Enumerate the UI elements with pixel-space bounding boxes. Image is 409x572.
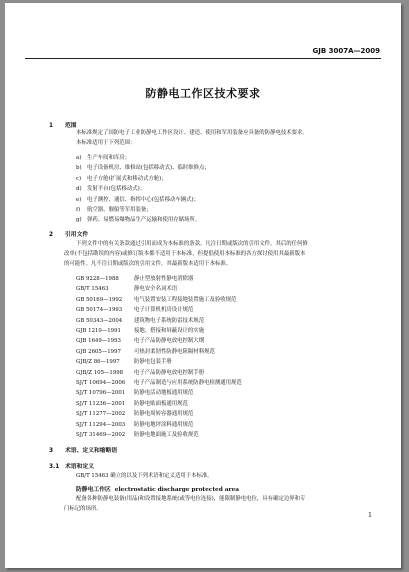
header-rule: [25, 58, 381, 59]
document-page: [5, 3, 401, 568]
reference-code: GB 50169—1992: [76, 296, 123, 303]
scope-list-item: [76, 184, 145, 192]
reference-title: 防静电贴面板通用规范: [134, 400, 188, 407]
reference-title: 电气装置安装工程接地装置施工及验收规范: [134, 296, 237, 303]
list-item-text: 电子测控、通信、指挥中心(包括移动车辆式)；: [87, 196, 200, 203]
term-definition-line-1: 配备各种防静电装备(用品)和设置接地系统(或等电位连接)，能限制静电电位，具有确定边界和专: [76, 496, 306, 502]
reference-code: SJ/T 11236—2001: [76, 400, 126, 407]
standard-number: GJB 3007A—2009: [312, 47, 380, 55]
reference-code: SJ/T 10796—2001: [76, 390, 126, 397]
reference-item: [76, 430, 199, 438]
section-title: 引用文件: [65, 232, 89, 238]
scope-list-item: [76, 174, 167, 182]
section-2-paragraph-line-3: 的可能性。凡不注日期或版次的引用文件，其最新版本适用于本标准。: [64, 261, 232, 267]
list-item-text: 弹药、易燃易爆物品生产运输和使用存储场所。: [87, 217, 201, 224]
reference-title: 防静电地面施工及验收规范: [134, 432, 199, 438]
reference-code: GJB 2605—1997: [76, 348, 121, 355]
reference-item: [76, 326, 204, 334]
list-item-label: c): [76, 175, 82, 182]
term-entry: [76, 484, 239, 493]
reference-code: SJ/T 11294—2003: [76, 421, 126, 428]
reference-title: 电子计算机机房设计规范: [134, 307, 194, 314]
reference-code: SJ/T 11277—2002: [76, 411, 126, 418]
list-item-text: 航空器、舰船等军用装备；: [87, 207, 152, 213]
list-item-text: 发射平台(包括移动式)；: [87, 186, 146, 193]
list-item-text: 电子设备机房、维修站(包括移动式)、临时维修点；: [87, 165, 210, 172]
reference-code: GJB/Z 86—1997: [76, 359, 120, 366]
scope-list-item: [76, 215, 200, 223]
list-item-text: 电子方舱(扩展式和移动式方舱)；: [87, 175, 167, 182]
list-item-label: a): [76, 155, 82, 161]
scope-list-item: [76, 205, 152, 213]
reference-item: [76, 336, 204, 344]
reference-title: 电子产品防静电放电控制大纲: [134, 338, 205, 345]
section-1-heading: [49, 120, 77, 129]
reference-item: [76, 388, 193, 396]
subsection-paragraph: GB/T 15463 确立的以及下列术语和定义适用于本标准。: [76, 473, 213, 479]
reference-title: 电子产品制造与应用系统防静电检测通用规范: [134, 380, 242, 386]
reference-code: GB/T 15463: [76, 286, 109, 293]
list-item-label: d): [76, 186, 82, 193]
subsection-3-1-heading: [49, 461, 94, 470]
reference-item: [76, 274, 193, 282]
reference-code: GB 9228—1988: [76, 276, 119, 282]
section-number: 3: [49, 448, 54, 454]
reference-item: [76, 305, 193, 313]
section-1-paragraph-2: 本标准适用于下列范围：: [76, 140, 136, 146]
reference-title: 接地、搭接和屏蔽设计的实施: [134, 328, 205, 334]
term-definition-line-2: 门标记的场所。: [64, 506, 102, 512]
reference-item: [76, 357, 172, 365]
term-english: electrostatic discharge protected area: [114, 487, 240, 493]
section-title: 术语、定义和缩略语: [65, 448, 118, 454]
section-1-paragraph: 本标准规定了国防电子工业防静电工作区设计、建造、使用和军用装备应具备的防静电技术要求。: [76, 130, 308, 136]
reference-item: [76, 368, 204, 376]
reference-title: 建筑物电子系统防雷技术规范: [134, 317, 205, 324]
reference-code: GJB 1210—1991: [76, 328, 121, 334]
reference-item: [76, 409, 193, 417]
section-number: 2: [49, 232, 54, 238]
reference-code: SJ/T 10694—2006: [76, 380, 126, 386]
subsection-number: 3.1: [49, 464, 60, 470]
section-title: 范围: [65, 123, 77, 129]
scope-list-item: [76, 163, 210, 171]
term-chinese: 防静电工作区: [76, 487, 111, 493]
list-item-text: 生产车间和库房；: [87, 155, 131, 161]
reference-title: 防静电活动地板通用规范: [134, 390, 194, 397]
reference-code: GB 50343—2004: [76, 317, 123, 324]
subsection-title: 术语和定义: [65, 464, 94, 470]
reference-title: 电子产品防静电放电控制手册: [134, 369, 205, 376]
list-item-label: g): [76, 217, 82, 224]
reference-item: [76, 316, 204, 324]
reference-item: [76, 378, 242, 386]
reference-item: [76, 399, 188, 407]
reference-title: 可热封柔韧性防静电阻隔材料规范: [134, 348, 215, 355]
scope-list-item: [76, 153, 130, 161]
reference-item: [76, 284, 177, 292]
list-item-label: f): [76, 207, 81, 213]
section-2-paragraph-line-2: 改单(不包括勘误的内容)或修订版本都不适用于本标准，但提倡使用本标准的各方探讨使用其最新版本: [64, 251, 306, 257]
document-title: 防静电工作区技术要求: [145, 87, 261, 100]
reference-title: 防静电包装手册: [134, 359, 172, 366]
reference-title: 静电安全名词术语: [134, 286, 178, 293]
section-2-heading: [49, 229, 88, 238]
scope-list-item: [76, 195, 199, 203]
reference-code: GB 50174—1993: [76, 307, 123, 314]
list-item-label: b): [76, 165, 82, 172]
section-2-paragraph-line-1: 下列文件中的有关条款通过引用而成为本标准的条款。凡注日期或版次的引用文件，其后的任何修: [76, 241, 308, 247]
section-3-heading: [49, 445, 117, 454]
list-item-label: e): [76, 196, 82, 203]
section-number: 1: [49, 123, 54, 129]
reference-code: SJ/T 31469—2002: [76, 432, 126, 438]
reference-title: 静止型放射性静电消除器: [134, 276, 194, 282]
reference-item: [76, 295, 236, 303]
page-number: 1: [368, 512, 372, 519]
reference-code: GJB/Z 105—1998: [76, 369, 124, 376]
reference-item: [76, 420, 193, 428]
reference-title: 防静电地坪涂料通用规范: [134, 421, 194, 428]
reference-item: [76, 347, 215, 355]
reference-code: GJB 1649—1993: [76, 338, 121, 345]
reference-title: 防静电周转容器通用规范: [134, 411, 194, 418]
